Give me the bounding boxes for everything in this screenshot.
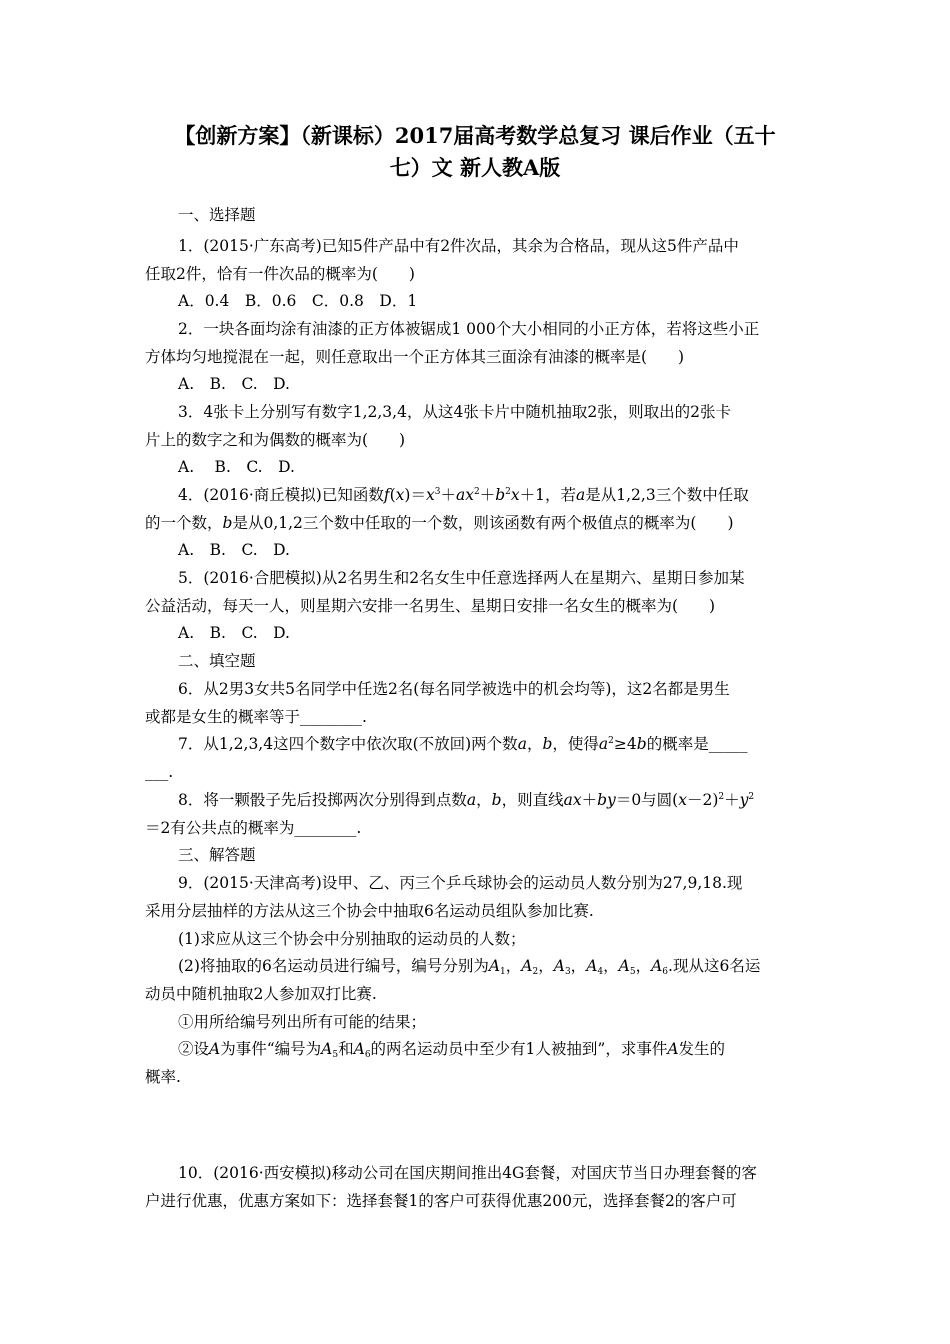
q7-line-1: 7．从1,2,3,4这四个数字中依次取(不放回)两个数a，b，使得$a^2\ge 4b$的概率是_____ bbox=[178, 735, 748, 753]
q6-line-1: 6．从2男3女共5名同学中任选2名(每名同学被选中的机会均等)，这2名都是男生 bbox=[178, 680, 730, 698]
title-line-2: 七）文 新人教A版 bbox=[389, 155, 561, 180]
q8-line-2: ＝2有公共点的概率为________. bbox=[145, 819, 362, 837]
q3-line-2: 片上的数字之和为偶数的概率为( ) bbox=[145, 431, 406, 449]
document-title bbox=[140, 120, 810, 184]
q9-line-2: 采用分层抽样的方法从这三个协会中抽取6名运动员组队参加比赛. bbox=[145, 902, 594, 920]
q4-options: A. B. C. D. bbox=[178, 541, 290, 559]
q9-item-2-cont: 概率. bbox=[145, 1068, 181, 1086]
q3-line-1: 3．4张卡上分别写有数字1,2,3,4，从这4张卡片中随机抽取2张，则取出的2张卡 bbox=[178, 403, 732, 421]
q5-options: A. B. C. D. bbox=[178, 624, 290, 642]
section-heading-fill: 二、填空题 bbox=[178, 652, 256, 670]
q8-line-1: 8．将一颗骰子先后投掷两次分别得到点数a，b，则直线ax＋by＝0与圆$(x-2)^2+y^2$ bbox=[178, 791, 755, 809]
q9-sub-2-cont: 动员中随机抽取2人参加双打比赛. bbox=[145, 985, 377, 1003]
q1-options: A．0.4 B．0.6 C．0.8 D．1 bbox=[178, 292, 418, 310]
q9-line-1: 9．(2015·天津高考)设甲、乙、丙三个乒乓球协会的运动员人数分别为27,9,18.现 bbox=[178, 874, 743, 892]
q9-item-1: ①用所给编号列出所有可能的结果； bbox=[178, 1013, 427, 1031]
section-heading-solve: 三、解答题 bbox=[178, 846, 256, 864]
q9-sub-2: (2)将抽取的6名运动员进行编号，编号分别为$A_1$，$A_2$，$A_3$，$A_4$，$A_5$，$A_6$.现从这6名运 bbox=[178, 957, 761, 977]
q1-line-2: 任取2件，恰有一件次品的概率为( ) bbox=[145, 265, 415, 283]
q6-line-2: 或都是女生的概率等于________. bbox=[145, 708, 367, 726]
q9-sub-1: (1)求应从这三个协会中分别抽取的运动员的人数； bbox=[178, 930, 526, 948]
q2-options: A. B. C. D. bbox=[178, 375, 290, 393]
q2-line-1: 2．一块各面均涂有油漆的正方体被锯成1 000个大小相同的小正方体，若将这些小正 bbox=[178, 320, 760, 338]
q9-item-2: ②设A为事件“编号为$A_5$和$A_6$的两名运动员中至少有1人被抽到”，求事件A发生的 bbox=[178, 1040, 726, 1060]
q1-line-1: 1．(2015·广东高考)已知5件产品中有2件次品，其余为合格品，现从这5件产品中 bbox=[178, 237, 739, 255]
q10-line-2: 户进行优惠，优惠方案如下：选择套餐1的客户可获得优惠200元，选择套餐2的客户可 bbox=[145, 1192, 737, 1210]
q3-options: A. B. C. D. bbox=[178, 458, 295, 476]
title-line-1: 【创新方案】（新课标）2017届高考数学总复习 课后作业（五十 bbox=[174, 123, 776, 148]
q4-line-1: 4．(2016·商丘模拟)已知函数$f(x)=x^3+ax^2+b^2x+1$，若a是从1,2,3三个数中任取 bbox=[178, 486, 749, 504]
section-heading-choice: 一、选择题 bbox=[178, 206, 256, 224]
q5-line-1: 5．(2016·合肥模拟)从2名男生和2名女生中任意选择两人在星期六、星期日参加某 bbox=[178, 569, 745, 587]
q7-line-2: ___. bbox=[145, 763, 174, 781]
q5-line-2: 公益活动，每天一人，则星期六安排一名男生、星期日安排一名女生的概率为( ) bbox=[145, 597, 716, 615]
q4-line-2: 的一个数，b是从0,1,2三个数中任取的一个数，则该函数有两个极值点的概率为( ) bbox=[145, 514, 734, 532]
q10-line-1: 10．(2016·西安模拟)移动公司在国庆期间推出4G套餐，对国庆节当日办理套餐的客 bbox=[178, 1164, 757, 1182]
q2-line-2: 方体均匀地搅混在一起，则任意取出一个正方体其三面涂有油漆的概率是( ) bbox=[145, 348, 685, 366]
